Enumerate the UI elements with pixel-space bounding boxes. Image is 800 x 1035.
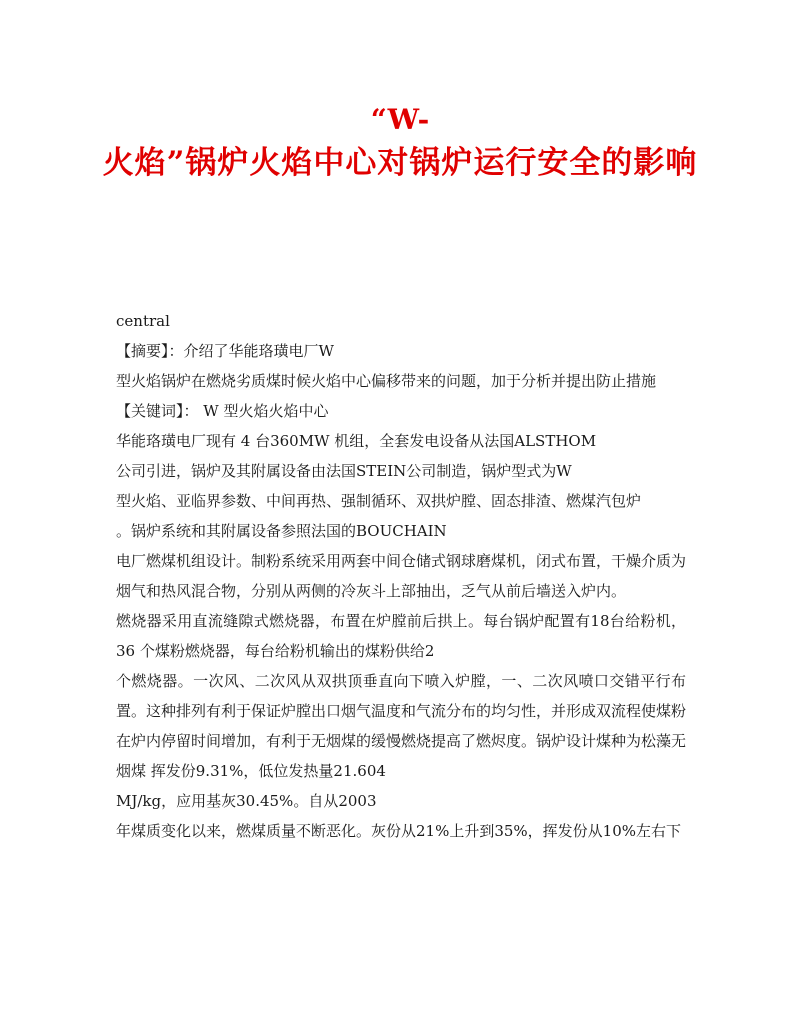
paragraph-line: central bbox=[116, 312, 170, 330]
document-title-line-1: “W- bbox=[370, 103, 430, 136]
paragraph-line: MJ/kg，应用基灰30.45%。自从2003 bbox=[116, 792, 377, 810]
paragraph-line: 。锅炉系统和其附属设备参照法国的BOUCHAIN bbox=[116, 522, 447, 540]
paragraph-line: 型火焰、亚临界参数、中间再热、强制循环、双拱炉膛、固态排渣、燃煤汽包炉 bbox=[116, 492, 642, 510]
paragraph-line: 公司引进，锅炉及其附属设备由法国STEIN公司制造，锅炉型式为W bbox=[116, 462, 572, 480]
paragraph-line: 型火焰锅炉在燃烧劣质煤时候火焰中心偏移带来的问题，加于分析并提出防止措施 bbox=[116, 372, 657, 390]
abstract-label-line: 【摘要】：介绍了华能珞璜电厂W bbox=[116, 342, 334, 360]
paragraph-line: 燃烧器采用直流缝隙式燃烧器，布置在炉膛前后拱上。每台锅炉配置有18台给粉机，36 个煤粉燃烧器，每台给粉机输出的煤粉供给2 bbox=[116, 612, 686, 660]
paragraph-line: 华能珞璜电厂现有 4 台360MW 机组，全套发电设备从法国ALSTHOM bbox=[116, 432, 597, 450]
paragraph-line: 年煤质变化以来，燃煤质量不断恶化。灰份从21%上升到35%，挥发份从10%左右下 bbox=[116, 822, 682, 840]
document-body bbox=[116, 306, 686, 846]
paragraph-line: 电厂燃煤机组设计。制粉系统采用两套中间仓储式钢球磨煤机，闭式布置，干燥介质为烟气和热风混合物，分别从两侧的冷灰斗上部抽出，乏气从前后墙送入炉内。 bbox=[116, 552, 686, 600]
paragraph-line: 个燃烧器。一次风、二次风从双拱顶垂直向下喷入炉膛，一、二次风喷口交错平行布置。这种排列有利于保证炉膛出口烟气温度和气流分布的均匀性，并形成双流程使煤粉在炉内停留时间增加，有利于无烟煤的缓慢燃烧提高了燃烬度。锅炉设计煤种为松藻无烟煤 挥发份9.31%，低位发热量21.604 bbox=[116, 672, 686, 780]
document-title-line-2: 火焰”锅炉火焰中心对锅炉运行安全的影响 bbox=[102, 145, 698, 181]
keywords-line: 【关键词】： W 型火焰火焰中心 bbox=[116, 402, 329, 420]
